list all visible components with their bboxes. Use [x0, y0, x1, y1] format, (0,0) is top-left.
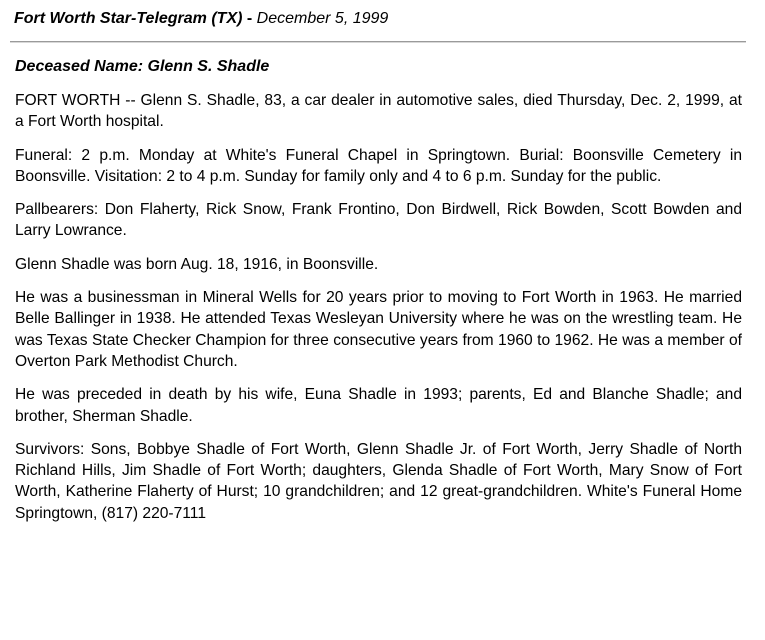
paragraph-death-notice: FORT WORTH -- Glenn S. Shadle, 83, a car dealer in automotive sales, died Thursday, Dec. 2, 1999, at a Fort Worth hospital.: [15, 92, 742, 131]
publication-name: Fort Worth Star-Telegram (TX): [14, 10, 243, 27]
paragraph-pallbearers: Pallbearers: Don Flaherty, Rick Snow, Frank Frontino, Don Birdwell, Rick Bowden, Scott Bowden and Larry Lowrance.: [15, 201, 742, 240]
paragraph-preceded-in-death: He was preceded in death by his wife, Euna Shadle in 1993; parents, Ed and Blanche Shadle; and brother, Sherman Shadle.: [15, 386, 742, 425]
publication-header: [14, 10, 388, 28]
obituary-body: [15, 56, 742, 536]
deceased-name-heading: Deceased Name: Glenn S. Shadle: [15, 58, 270, 75]
publication-date: December 5, 1999: [256, 10, 389, 27]
paragraph-birth: Glenn Shadle was born Aug. 18, 1916, in Boonsville.: [15, 255, 379, 273]
header-divider: [10, 41, 746, 43]
header-separator: -: [242, 10, 257, 27]
paragraph-survivors: Survivors: Sons, Bobbye Shadle of Fort Worth, Glenn Shadle Jr. of Fort Worth, Jerry Shadle of North Richland Hills, Jim Shadle of Fort Worth; daughters, Glenda Shadle of Fort Worth, Mary Snow of Fort Worth, Katherine Flaherty of Hurst; 10 grandchildren; and 12 great-grandchildren. White's Funeral Home Springtown, (817) 220-7111: [15, 440, 742, 522]
paragraph-funeral: Funeral: 2 p.m. Monday at White's Funeral Chapel in Springtown. Burial: Boonsville Cemetery in Boonsville. Visitation: 2 to 4 p.m. Sunday for family only and 4 to 6 p.m. Sunday for the public.: [15, 146, 742, 185]
paragraph-biography: He was a businessman in Mineral Wells for 20 years prior to moving to Fort Worth in 1963. He married Belle Ballinger in 1938. He attended Texas Wesleyan University where he was on the wrestling team. He was Texas State Checker Champion for three consecutive years from 1960 to 1962. He was a member of Overton Park Methodist Church.: [15, 289, 742, 370]
